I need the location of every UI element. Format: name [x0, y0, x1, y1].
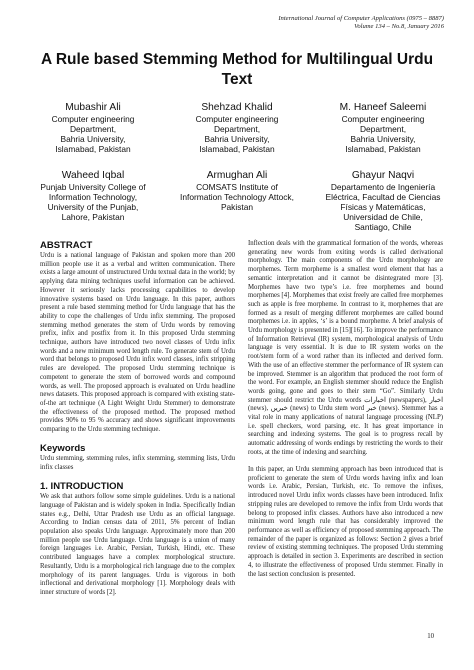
introduction-heading: 1. INTRODUCTION	[40, 481, 124, 493]
author-block-3	[318, 101, 448, 154]
abstract-heading: ABSTRACT	[40, 240, 93, 251]
author-affiliation-line: Islamabad, Pakistan	[345, 144, 421, 154]
body-paragraph: Inflection deals with the grammatical formation of the words, whereas generating new words from exiting words is called derivational morphology. The main components of the Urdu morphology are morphemes. Term morpheme is a smallest word element that has a semantic interpretation and it cannot be disintegrated more [3]. Morphemes have two type’s i.e. free morphemes and bound morphemes [4]. Morphemes that exist freely are called free morphemes such as apple is free morpheme. In contrast to it, morphemes that are formed as a result of merging different morphemes are called bound morphemes i.e. in apples, ‘s’ is a bound morpheme. A brief analysis of Urdu morphology is presented in [15][16]. To improve the performance of Information Retrieval (IR) system, morphological analysis of Urdu language is very essential. It is due to IR system works on the root/stem form of a word rather than its inflected and derived form. With the use of an effective stemmer the performance of IR system can be improved. Stemmer is an algorithm that produced the root form of the word. For example, an English stemmer should reduce the English words going, gone and goes to their stem “Go”. Similarly Urdu stemmer should restrict the Urdu words اخبارات (newspapers), اخبار (news), خبریں (news) to Urdu stem word خبر (news). Stemmer has a vital role in many applications of natural language processing (NLP) i.e. spell checkers, word parsing, etc. It has great importance in searching and indexing systems. The goal is to progress recall by automatic addressing of words endings by restricting the words to their roots, at the time of indexing and searching.	[248, 240, 443, 456]
author-name: M. Haneef Saleemi	[339, 102, 427, 113]
paper-title-line-2: Text	[221, 71, 253, 88]
author-affiliation-line: Bahria University,	[350, 134, 416, 144]
page-number: 10	[427, 633, 434, 640]
author-affiliation-line: Eléctrica, Facultad de Ciencias	[325, 192, 441, 202]
right-column	[248, 240, 443, 579]
abstract-text: Urdu is a national language of Pakistan and spoken more than 200 million people use it as a verbal and written communication. There exists a large amount of unstructured Urdu textual data in the world; by applying data mining techniques useful information can be achieved. However it seriously lacks processing capabilities to develop innovative systems based on Urdu language. In this paper, authors present a rule based stemming method for Urdu language that has the ability to cope the challenges of Urdu infix stemming. The proposed stemming method generates the stem of Urdu words by removing prefix, infix and postfix from it. In this proposed Urdu stemming technique, authors have introduced two novel classes of Urdu infix words and a new minimum word length rule. To generate stem of Urdu word that belongs to proposed Urdu infix word classes, infix stripping rules are developed. The proposed Urdu stemming technique is competent to generate the stem of borrowed words and compound words, as well. The proposed approach is evaluated on Urdu headline news datasets. This proposed approach is compared with existing state-of-the art technique (A Light Weight Urdu Stemmer) to demonstrate the effectiveness of the proposed method. The proposed method provides 90% to 95 % accuracy and shows significant improvements comparing to the Urdu stemming technique.	[40, 252, 235, 434]
author-name: Shehzad Khalid	[201, 102, 273, 113]
journal-header	[144, 15, 444, 31]
author-affiliation-line: Information Technology Attock,	[180, 192, 294, 202]
paper-title	[20, 50, 454, 90]
author-block-1	[28, 101, 158, 154]
author-block-6	[318, 169, 448, 232]
author-name: Mubashir Ali	[65, 102, 121, 113]
author-name: Armughan Ali	[206, 170, 268, 181]
introduction-text: We ask that authors follow some simple guidelines. Urdu is a national language of Pakistan and is widely spoken in India. Specifically Indian states e.g., Delhi, Uttar Pradesh use Urdu as an official language. According to Indian census data of 2011, 5% percent of Indian population also speaks Urdu language. Approximately more than 200 million people use Urdu language. Urdu language is a union of many foreign languages i.e. Arabic, Persian, Turkish, Hindi, etc. These contributed languages have a complex morphological structure. Resultantly, Urdu is a morphological rich language due to the complex morphology of its parent languages. Urdu is vigorous in both inflectional and derivational morphology [1]. Morphology deals with inner structure of words [2].	[40, 493, 235, 596]
paper-title-line-1: A Rule based Stemming Method for Multilingual Urdu	[40, 51, 434, 68]
author-affiliation-line: Computer engineering	[195, 114, 279, 124]
author-affiliation-line: University of the Punjab,	[47, 202, 139, 212]
author-affiliation-line: Bahria University,	[60, 134, 126, 144]
author-affiliation-line: Físicas y Matemáticas,	[340, 202, 426, 212]
body-paragraph: In this paper, an Urdu stemming approach has been introduced that is proficient to generate the stem of Urdu words having infix and loan words i.e. Arabic, Persian, Turkish, etc. To remove the infixes, introduced novel Urdu infix words classes have been introduced. Infix stripping rules are developed to remove the infix from Urdu words that belong to proposed infix classes. Authors have also introduced a new minimum word length rule that has considerably improved the performance as well as efficiency of proposed stemming approach. The remainder of the paper is organized as follows: Section 2 gives a brief review of existing stemming techniques. The proposed Urdu stemming approach is detailed in section 3. Experiments are described in section 4, to illustrate the effectiveness of proposed Urdu stemmer. Finally in the last section conclusion is presented.	[248, 466, 443, 578]
author-affiliation-line: Computer engineering	[51, 114, 135, 124]
author-affiliation-line: Department,	[213, 124, 261, 134]
author-block-4	[28, 169, 158, 222]
journal-volume: Volume 134 – No.8, January 2016	[354, 23, 444, 31]
author-affiliation-line: Islamabad, Pakistan	[55, 144, 131, 154]
author-affiliation-line: Universidad de Chile,	[343, 212, 423, 222]
author-affiliation-line: Information Technology,	[48, 192, 138, 202]
author-affiliation-line: Department,	[359, 124, 407, 134]
keywords-heading: Keywords	[40, 443, 86, 455]
author-affiliation-line: Lahore, Pakistan	[61, 212, 125, 222]
author-block-2	[172, 101, 302, 154]
author-affiliation-line: Punjab University College of	[40, 182, 146, 192]
author-name: Ghayur Naqvi	[351, 170, 415, 181]
author-affiliation-line: Islamabad, Pakistan	[199, 144, 275, 154]
keywords-text: Urdu stemming, stemming rules, infix stemming, stemming lists, Urdu infix classes	[40, 455, 235, 471]
author-name: Waheed Iqbal	[61, 170, 125, 181]
author-affiliation-line: Santiago, Chile	[354, 222, 412, 232]
author-affiliation-line: Department,	[69, 124, 117, 134]
author-block-5	[172, 169, 302, 212]
author-affiliation-line: Departamento de Ingeniería	[330, 182, 436, 192]
author-affiliation-line: Bahria University,	[204, 134, 270, 144]
author-affiliation-line: COMSATS Institute of	[196, 182, 278, 192]
journal-name: International Journal of Computer Applications (0975 – 8887)	[278, 15, 444, 22]
author-affiliation-line: Pakistan	[220, 202, 254, 212]
left-column	[40, 240, 235, 598]
author-affiliation-line: Computer engineering	[341, 114, 425, 124]
